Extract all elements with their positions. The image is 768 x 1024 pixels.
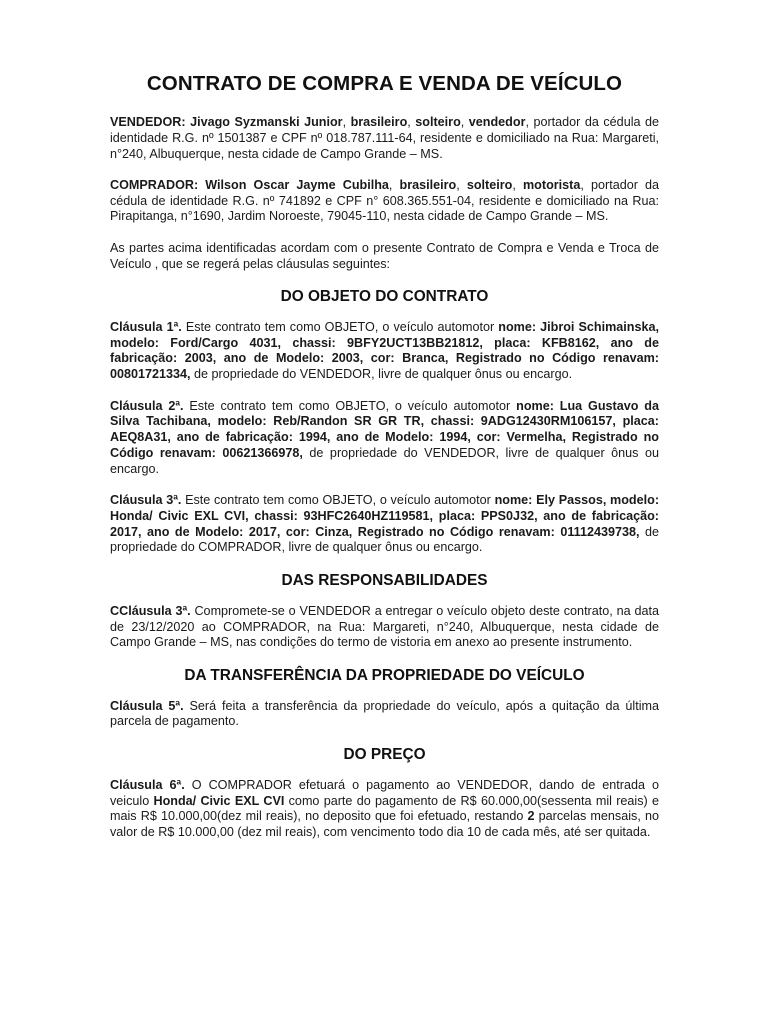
- clausula-2-text: Este contrato tem como OBJETO, o veículo automotor: [183, 398, 517, 413]
- comprador-paragraph: COMPRADOR: Wilson Oscar Jayme Cubilha, brasileiro, solteiro, motorista, portador da cédula de identidade R.G. nº 741892 e CPF n° 608.365.551-04, residente e domiciliado na Rua: Pirapitanga, n°1690, Jardim Noroeste, 79045-110, nesta cidade de Campo Grande – MS.: [110, 177, 660, 224]
- clausula-3-text: Este contrato tem como OBJETO, o veículo automotor: [181, 493, 495, 508]
- clausula-1-text: Este contrato tem como OBJETO, o veículo automotor: [181, 319, 499, 334]
- clausula-1: [110, 320, 659, 383]
- clausula-2-label: Cláusula 2ª.: [110, 398, 184, 413]
- clausula-6-text-a: O COMPRADOR efetuará o pagamento ao VENDEDOR, dando de entrada o veiculo: [110, 777, 659, 808]
- comprador-nationality: brasileiro: [399, 177, 457, 192]
- section-heading-responsabilidades: DAS RESPONSABILIDADES: [281, 571, 488, 589]
- vendedor-name: Jivago Syzmanski Junior: [190, 115, 343, 129]
- comprador-civil-status: solteiro: [466, 177, 513, 192]
- clausula-6-count: 2: [527, 809, 535, 824]
- clausula-5-label: Cláusula 5ª.: [110, 698, 184, 713]
- contract-page: [110, 72, 659, 856]
- clausula-responsabilidades: [110, 604, 659, 651]
- document-title: CONTRATO DE COMPRA E VENDA DE VEÍCULO: [146, 72, 623, 95]
- vendedor-label: VENDEDOR:: [110, 115, 186, 129]
- section-heading-objeto: DO OBJETO DO CONTRATO: [280, 287, 489, 305]
- comprador-label: COMPRADOR:: [110, 177, 199, 192]
- clausula-1-label: Cláusula 1ª.: [110, 319, 182, 334]
- section-heading-transferencia: DA TRANSFERÊNCIA DA PROPRIEDADE DO VEÍCULO: [184, 666, 585, 684]
- intro-paragraph: As partes acima identificadas acordam com o presente Contrato de Compra e Venda e Troca de Veículo , que se regerá pelas cláusulas seguintes:: [110, 240, 659, 271]
- clausula-6-vehicle: Honda/ Civic EXL CVI: [153, 793, 285, 808]
- vendedor-profession: vendedor: [468, 115, 526, 129]
- clausula-6-label: Cláusula 6ª.: [110, 777, 185, 792]
- clausula-responsabilidades-label: CCláusula 3ª.: [110, 603, 191, 618]
- clausula-1-ending: de propriedade do VENDEDOR, livre de qualquer ônus ou encargo.: [190, 367, 573, 382]
- clausula-6: [110, 778, 659, 841]
- clausula-6-text-b: como parte do pagamento de R$ 60.000,00(sessenta mil reais) e mais R$ 10.000,00(dez mil reais), no deposito que foi efetuado, restando: [110, 793, 659, 824]
- section-heading-preco: DO PREÇO: [343, 745, 426, 763]
- clausula-3: [110, 493, 659, 556]
- vendedor-text: , portador da cédula de identidade R.G. nº 1501387 e CPF nº 018.787.111-64, residente e domiciliado na Rua: Margareti, n°240, Albuquerque, nesta cidade de Campo Grande – MS.: [110, 115, 660, 161]
- clausula-3-details: nome: Ely Passos, modelo: Honda/ Civic EXL CVI, chassi: 93HFC2640HZ119581, placa: PPS0J32, ano de fabricação: 2017, ano de Modelo: 2017, cor: Cinza, Registrado no Código renavam: 01112439738,: [110, 493, 660, 539]
- comprador-text: , portador da cédula de identidade R.G. nº 741892 e CPF n° 608.365.551-04, residente e domiciliado na Rua: Pirapitanga, n°1690, Jardim Noroeste, 79045-110, nesta cidade de Campo Grande – MS.: [110, 177, 660, 224]
- clausula-2: [110, 399, 659, 478]
- clausula-6-text-c: parcelas mensais, no valor de R$ 10.000,00 (dez mil reais), com vencimento todo dia 10 de cada mês, até ser quitada.: [110, 809, 659, 840]
- comprador-profession: motorista: [522, 177, 581, 192]
- clausula-2-details: nome: Lua Gustavo da Silva Tachibana, modelo: Reb/Randon SR GR TR, chassi: 9ADG12430RM106157, placa: AEQ8A31, ano de fabricação: 1994, ano de Modelo: 1994, cor: Vermelha, Registrado no Código renavam: 00621366978,: [110, 398, 659, 460]
- clausula-responsabilidades-text: Compromete-se o VENDEDOR a entregar o veículo objeto deste contrato, na data de 23/12/2020 ao COMPRADOR, na Rua: Margareti, n°240, Albuquerque, nesta cidade de Campo Grande – MS, nas condições do termo de vistoria em anexo ao presente instrumento.: [110, 603, 659, 650]
- clausula-2-ending: de propriedade do VENDEDOR, livre de qualquer ônus ou encargo.: [110, 445, 659, 476]
- clausula-3-label: Cláusula 3ª.: [110, 493, 182, 508]
- clausula-3-ending: de propriedade do COMPRADOR, livre de qualquer ônus ou encargo.: [110, 524, 659, 555]
- vendedor-civil-status: solteiro: [415, 115, 461, 129]
- vendedor-paragraph: VENDEDOR: Jivago Syzmanski Junior, brasileiro, solteiro, vendedor, portador da cédula de identidade R.G. nº 1501387 e CPF nº 018.787.111-64, residente e domiciliado na Rua: Margareti, n°240, Albuquerque, nesta cidade de Campo Grande – MS.: [110, 115, 660, 161]
- clausula-5-text: Será feita a transferência da propriedade do veículo, após a quitação da última parcela de pagamento.: [110, 698, 659, 729]
- clausula-1-details: nome: Jibroi Schimainska, modelo: Ford/Cargo 4031, chassi: 9BFY2UCT13BB21812, placa: KFB8162, ano de fabricação: 2003, ano de Modelo: 2003, cor: Branca, Registrado no Código renavam: 00801721334,: [110, 319, 660, 382]
- comprador-name: Wilson Oscar Jayme Cubilha: [205, 177, 389, 192]
- clausula-5: [110, 699, 659, 731]
- vendedor-nationality: brasileiro: [350, 115, 408, 129]
